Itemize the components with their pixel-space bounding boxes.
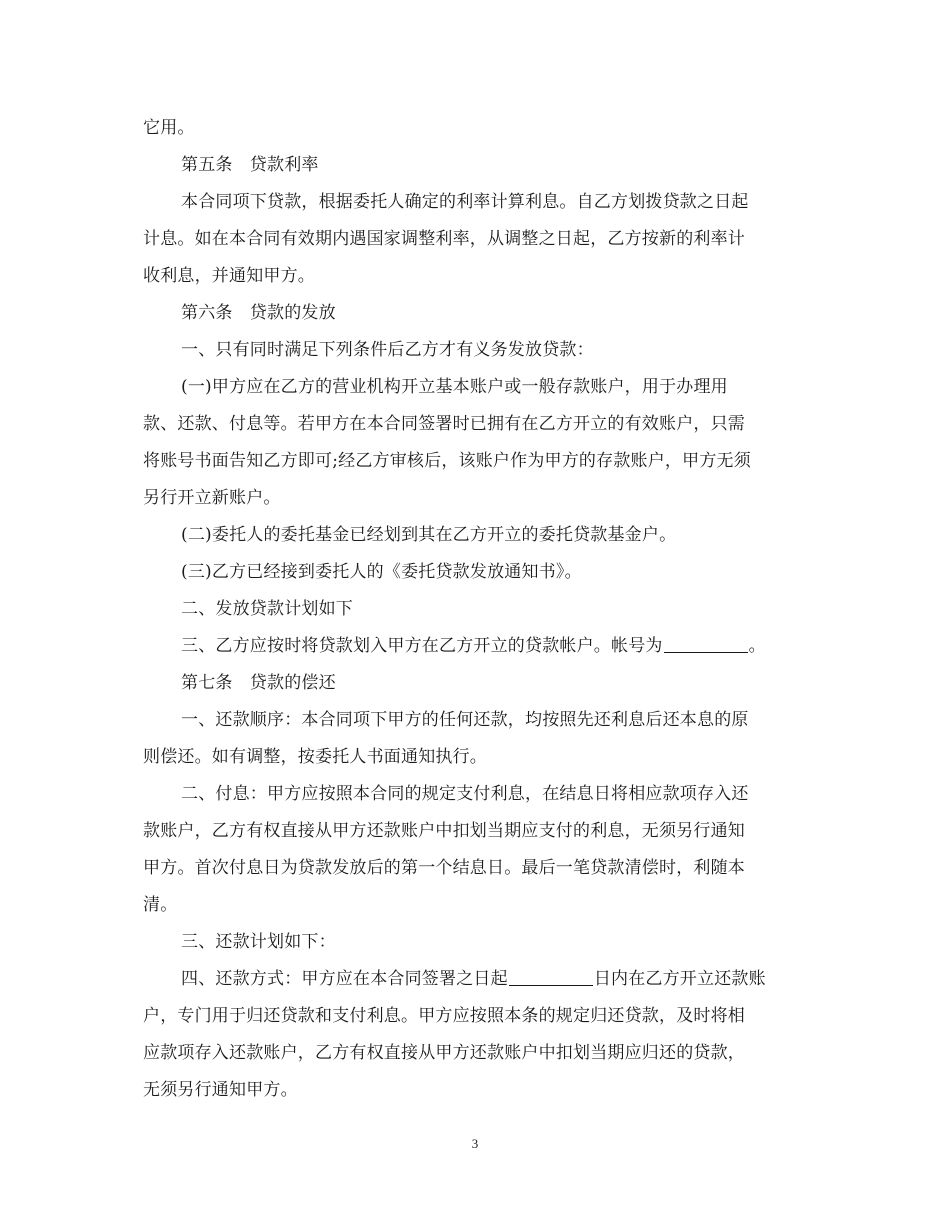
page-number: 3 — [471, 1136, 479, 1151]
paragraph-text: 日内在乙方开立还款账 — [593, 969, 766, 989]
paragraph-text: 四、还款方式：甲方应在本合同签署之日起 — [181, 969, 508, 989]
paragraph-line: 三、还款计划如下： — [181, 932, 336, 952]
paragraph-line: 将账号书面告知乙方即可;经乙方审核后，该账户作为甲方的存款账户，甲方无须 — [143, 451, 751, 471]
account-number-blank — [664, 634, 748, 653]
repayment-method-line — [143, 961, 805, 998]
paragraph-line: 则偿还。如有调整，按委托人书面通知执行。 — [143, 747, 487, 767]
paragraph-line: 款账户，乙方有权直接从甲方还款账户中扣划当期应支付的利息，无须另行通知 — [143, 821, 745, 841]
paragraph-line: 计息。如在本合同有效期内遇国家调整利率，从调整之日起，乙方按新的利率计 — [143, 229, 745, 249]
account-number-line — [143, 628, 805, 665]
paragraph-line: (二)委托人的委托基金已经划到其在乙方开立的委托贷款基金户。 — [181, 525, 677, 545]
paragraph-line: 应款项存入还款账户，乙方有权直接从甲方还款账户中扣划当期应归还的贷款， — [143, 1043, 745, 1063]
days-blank — [509, 967, 593, 986]
paragraph-text: 。 — [748, 636, 766, 656]
paragraph-line: (一)甲方应在乙方的营业机构开立基本账户或一般存款账户，用于办理用 — [181, 377, 728, 397]
paragraph-line: 二、付息：甲方应按照本合同的规定支付利息，在结息日将相应款项存入还 — [181, 784, 749, 804]
paragraph-line: 户，专门用于归还贷款和支付利息。甲方应按照本条的规定归还贷款，及时将相 — [143, 1006, 745, 1026]
paragraph-line: 它用。 — [143, 118, 195, 138]
paragraph-line: (三)乙方已经接到委托人的《委托贷款发放通知书》。 — [181, 562, 582, 582]
paragraph-line: 一、只有同时满足下列条件后乙方才有义务发放贷款： — [181, 340, 594, 360]
paragraph-line: 款、还款、付息等。若甲方在本合同签署时已拥有在乙方开立的有效账户，只需 — [143, 414, 745, 434]
paragraph-line: 一、还款顺序：本合同项下甲方的任何还款，均按照先还利息后还本息的原 — [181, 710, 749, 730]
paragraph-line: 本合同项下贷款，根据委托人确定的利率计算利息。自乙方划拨贷款之日起 — [181, 192, 749, 212]
paragraph-line: 收利息，并通知甲方。 — [143, 266, 315, 286]
paragraph-text: 三、乙方应按时将贷款划入甲方在乙方开立的贷款帐户。帐号为 — [181, 636, 663, 656]
paragraph-line: 清。 — [143, 895, 178, 915]
article-7-heading: 第七条 贷款的偿还 — [181, 673, 336, 693]
document-body — [143, 110, 805, 1109]
paragraph-line: 另行开立新账户。 — [143, 488, 281, 508]
article-6-heading: 第六条 贷款的发放 — [181, 303, 336, 323]
article-5-heading: 第五条 贷款利率 — [181, 155, 319, 175]
paragraph-line: 甲方。首次付息日为贷款发放后的第一个结息日。最后一笔贷款清偿时，利随本 — [143, 858, 745, 878]
paragraph-line: 无须另行通知甲方。 — [143, 1080, 298, 1100]
paragraph-line: 二、发放贷款计划如下 — [181, 599, 353, 619]
